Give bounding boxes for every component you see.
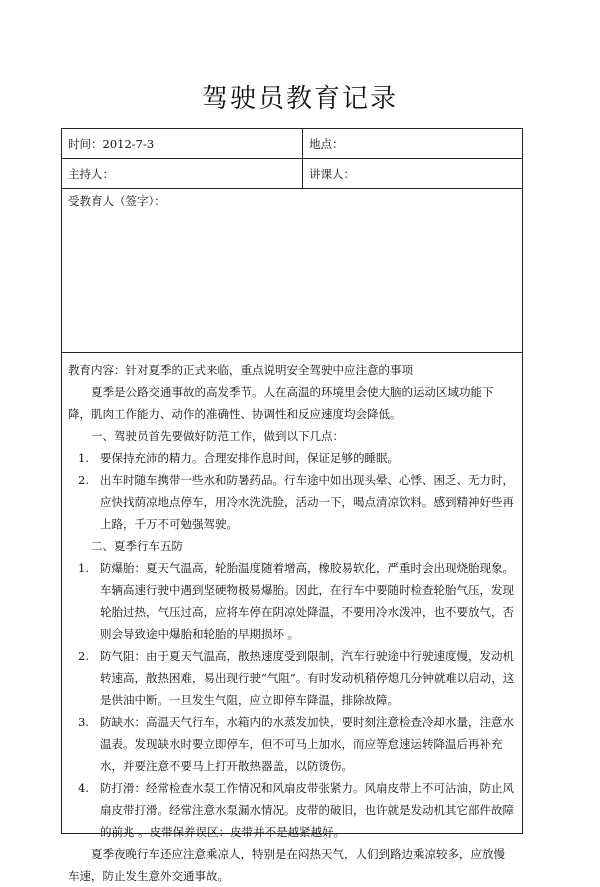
list-item-text: 防气阻：由于夏天气温高，散热速度受到限制，汽车行驶途中行驶速度慢，发动机转速高，散热困难，易出现行驶“气阻”。有时发动机稍停熄几分钟就难以启动，这是供油中断。一旦发生气阻，应立即停车降温，排除故障。: [100, 649, 515, 707]
list-item: [78, 557, 516, 645]
list-item: [78, 447, 516, 469]
content-paragraph: 夏季夜晚行车还应注意乘凉人，特别是在闷热天气，人们到路边乘凉较多，应放慢车速，防止发生意外交通事故。: [68, 847, 505, 883]
trainees-signature-cell: 受教育人（签字）：: [68, 194, 166, 208]
list-item: [78, 469, 516, 535]
list-item-number: 2.: [78, 473, 89, 487]
list-item-number: 2.: [78, 649, 89, 663]
page-title: 驾驶员教育记录: [201, 84, 398, 114]
host-cell: 主持人：: [62, 159, 303, 188]
trainees-row: [62, 189, 522, 353]
place-cell: 地点：: [309, 136, 344, 151]
content-paragraph: 夏季是公路交通事故的高发季节。人在高温的环境里会使大脑的运动区域功能下降，肌肉工作能力、动作的准确性、协调性和反应速度均会降低。: [68, 385, 494, 421]
education-content: [62, 353, 522, 887]
education-record-form: [61, 128, 523, 883]
list-item: [78, 645, 516, 711]
list-item-number: 3.: [78, 715, 89, 729]
list-item-text: 防缺水：高温天气行车，水箱内的水蒸发加快，要时刻注意检查冷却水量，注意水温表。发现缺水时要立即停车，但不可马上加水，而应等怠速运转降温后再补充水，并要注意不要马上打开散热器盖，以防烫伤。: [100, 715, 514, 773]
list-item-number: 4.: [78, 781, 89, 795]
list-item-text: 要保持充沛的精力。合理安排作息时间，保证足够的睡眠。: [100, 451, 399, 465]
list-item-text: 防爆胎：夏天气温高，轮胎温度随着增高，橡胶易软化，严重时会出现烧胎现象。车辆高速行驶中遇到坚硬物极易爆胎。因此，在行车中要随时检查轮胎气压，发现轮胎过热，气压过高，应将车停在阴凉处降温，不要用冷水泼冲，也不要放气，否则会导致途中爆胎和轮胎的早期损坏 。: [100, 561, 514, 641]
section-heading: 一、驾驶员首先要做好防范工作，做到以下几点：: [91, 429, 344, 443]
list-item-text: 出车时随车携带一些水和防暑药品。行车途中如出现头晕、心悸、困乏、无力时，应快找荫凉地点停车，用冷水洗洗脸，活动一下，喝点清凉饮料。感到精神好些再上路，千万不可勉强驾驶。: [100, 473, 514, 531]
list-item-number: 1.: [78, 451, 89, 465]
content-intro: 教育内容：针对夏季的正式来临，重点说明安全驾驶中应注意的事项: [68, 363, 413, 377]
time-cell: 时间：2012-7-3: [62, 129, 303, 158]
host-lecturer-row: [62, 159, 522, 189]
list-item: [78, 711, 516, 777]
list-item: [78, 777, 516, 843]
section-heading: 二、夏季行车五防: [91, 539, 183, 553]
time-place-row: [62, 129, 522, 159]
lecturer-cell: 讲课人：: [309, 166, 355, 181]
list-item-number: 1.: [78, 561, 89, 575]
list-item-text: 防打滑：经常检查水泵工作情况和风扇皮带张紧力。风扇皮带上不可沾油，防止风扇皮带打滑。经常注意水泵漏水情况。皮带的破旧，也许就是发动机其它部件故障的前兆 。皮带保养误区：皮带并不是越紧越好。: [100, 781, 514, 839]
